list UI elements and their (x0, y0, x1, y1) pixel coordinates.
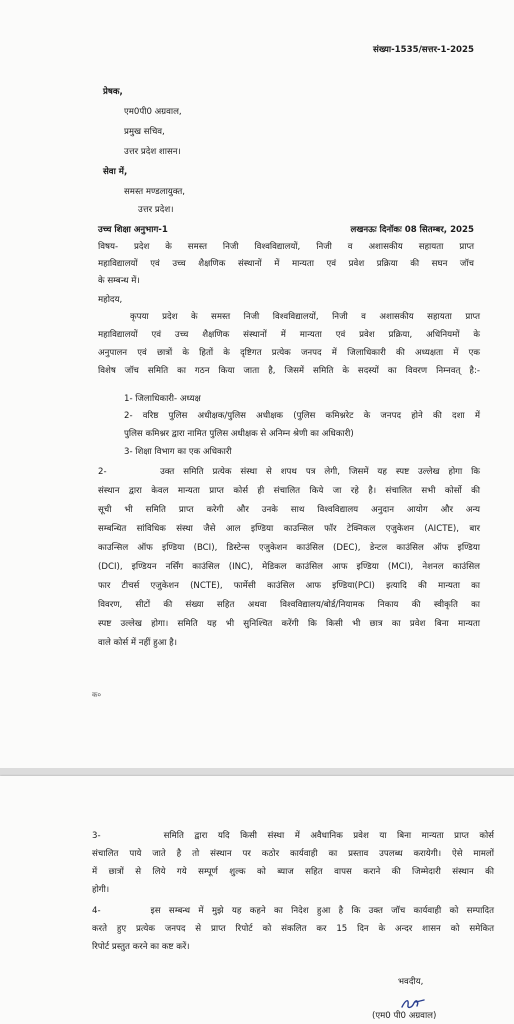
paragraph-1-line: विशेष जॉच समिति का गठन किया जाता है, जिसमें समिति के सदस्यों का विवरण निम्नवत् है:- (98, 366, 480, 376)
subject-line: के सम्बन्ध में। (98, 276, 140, 286)
paragraph-4-line: 4- इस सम्बन्ध में मुझे यह कहने का निदेश हुआ है कि उक्त जॉच कार्यवाही को सम्पादित (92, 906, 494, 916)
sender-office: उत्तर प्रदेश शासन। (124, 147, 181, 157)
recipient-place: उत्तर प्रदेश। (138, 205, 174, 215)
paragraph-2-line: स्पष्ट उल्लेख होगा। समिति यह भी सुनिश्चित करेंगी कि किसी भी छात्र का प्रवेश बिना मान्यता (98, 619, 480, 629)
paragraph-1-line: कृपया प्रदेश के समस्त निजी विश्वविद्यालयों, निजी व अशासकीय सहायता प्राप्त (130, 312, 480, 322)
paragraph-1-line: अनुपालन एवं छात्रों के हितों के दृष्टिगत प्रत्येक जनपद में जिलाधिकारी की अध्यक्षता में एक (98, 348, 480, 358)
paragraph-2-line: फार टीचर्स एजुकेशन (NCTE), फार्मेसी काउंसिल आफ इण्डिया(PCI) इत्यादि की मान्यता का (98, 581, 480, 591)
paragraph-2-line: विवरण, सीटों की संख्या सहित अथवा विश्वविद्यालय/बोर्ड/नियामक निकाय की स्वीकृति का (98, 600, 480, 610)
letter-page-2 (0, 776, 514, 1024)
paragraph-2-line: काउन्सिल ऑफ इण्डिया (BCI), डिस्टेन्स एजुकेशन काउंसिल (DEC), डेन्टल काउंसिल ऑफ इण्डिया (98, 543, 480, 553)
paragraph-2-line: 2- उक्त समिति प्रत्येक संस्था से शपथ पत्र लेगी, जिसमें यह स्पष्ट उल्लेख होगा कि (98, 467, 480, 477)
committee-member: 1- जिलाधिकारी- अध्यक्ष (124, 394, 201, 404)
committee-member: 2- वरिष्ठ पुलिस अधीक्षक/पुलिस अधीक्षक (पुलिस कमिश्नरेट के जनपद होने की दशा में (124, 411, 480, 421)
committee-member: पुलिस कमिश्नर द्वारा नामित पुलिस अधीक्षक से अनिम्न श्रेणी का अधिकारी) (124, 429, 354, 439)
sender-designation: प्रमुख सचिव, (124, 127, 165, 137)
paragraph-4-line: रिपोर्ट प्रस्तुत करने का कष्ट करें। (92, 942, 190, 952)
sender-label: प्रेषक, (103, 87, 123, 97)
recipient-name: समस्त मण्डलायुक्त, (124, 187, 186, 197)
place-date: लखनऊः दिनॉकः 08 सितम्बर, 2025 (350, 225, 474, 235)
salutation: महोदय, (98, 295, 123, 305)
paragraph-2-line: सूची भी समिति प्राप्त करेगी और उनके साथ विश्वविद्यालय अनुदान आयोग और अन्य (98, 505, 480, 515)
paragraph-2-line: वाले कोर्स में नहीं हुआ है। (98, 638, 177, 648)
sender-name: एम0पी0 अग्रवाल, (124, 107, 182, 117)
paragraph-3-line: संचालित पाये जाते है तो संस्थान पर कठोर कार्यवाही का प्रस्ताव उपलब्ध करायेगी। ऐसे मामलों (92, 849, 494, 859)
signatory-name: (एम0 पी0 अग्रवाल) (372, 1011, 437, 1021)
committee-member: 3- शिक्षा विभाग का एक अधिकारी (124, 447, 232, 457)
section-name: उच्च शिक्षा अनुभाग-1 (98, 225, 168, 235)
paragraph-1-line: महाविद्यालयों एवं उच्च शैक्षणिक संस्थानों में मान्यता एवं प्रवेश प्रक्रिया, अधिनियमों के (98, 330, 480, 340)
page-separator (0, 768, 514, 776)
page-footer-mark: क० (92, 691, 102, 699)
signature-mark (400, 996, 428, 1012)
paragraph-2-line: (DCI), इण्डियन नर्सिंग काउंसिल (INC), मेडिकल काउंसिल आफ इण्डिया (MCI), नेशनल काउंसिल (98, 562, 480, 572)
paragraph-2-line: सम्बन्धित सांविधिक संस्था जैसे आल इण्डिया काउन्सिल फॉर टेक्निकल एजुकेशन (AICTE), बार (98, 524, 480, 534)
reference-number: संख्या-1535/सत्तर-1-2025 (373, 45, 474, 55)
paragraph-4-line: करते हुए प्रत्येक जनपद से प्राप्त रिपोर्ट को संकलित कर 15 दिन के अन्दर शासन को समेकित (92, 924, 494, 934)
recipient-label: सेवा में, (103, 167, 128, 177)
subject-line: महाविद्यालयों एवं उच्च शैक्षणिक संस्थानों में मान्यता एवं प्रवेश प्रक्रिया की सघन जॉच (98, 259, 474, 269)
paragraph-3-line: में छात्रों से लिये गये सम्पूर्ण शुल्क को ब्याज सहित वापस कराने की जिम्मेदारी संस्थान की (92, 867, 494, 877)
paragraph-3-line: 3- समिति द्वारा यदि किसी संस्था में अवैधानिक प्रवेश या बिना मान्यता प्राप्त कोर्स (92, 831, 494, 841)
paragraph-3-line: होगी। (92, 885, 110, 895)
subject-line: विषय- प्रदेश के समस्त निजी विश्वविद्यालयों, निजी व अशासकीय सहायता प्राप्त (98, 242, 474, 252)
closing: भवदीय, (398, 977, 424, 987)
paragraph-2-line: संस्थान द्वारा केवल मान्यता प्राप्त कोर्स ही संचालित किये जा रहे है। संचालित सभी कोर्सो की (98, 486, 480, 496)
